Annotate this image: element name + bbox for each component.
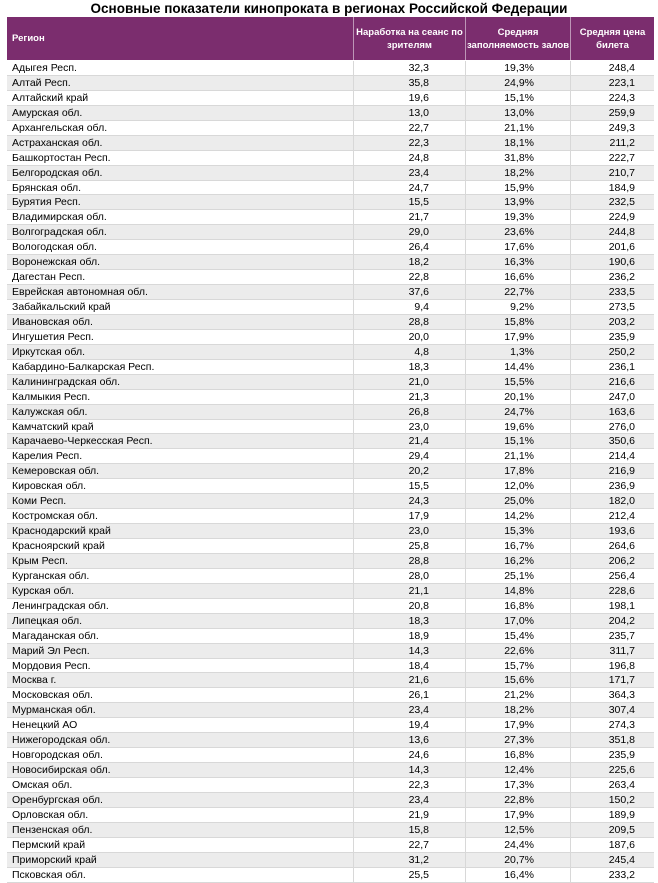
cell-average-ticket-price: 249,3 (570, 121, 654, 135)
table-row (7, 390, 654, 405)
cell-average-ticket-price: 216,9 (570, 464, 654, 478)
cell-viewers-per-session: 18,4 (353, 659, 465, 673)
cell-region: Башкортостан Респ. (12, 151, 111, 164)
cell-average-ticket-price: 171,7 (570, 673, 654, 687)
cell-viewers-per-session: 26,8 (353, 405, 465, 419)
cell-average-occupancy: 19,3% (465, 61, 570, 75)
cell-viewers-per-session: 19,4 (353, 718, 465, 732)
cell-average-ticket-price: 244,8 (570, 225, 654, 239)
cell-region: Московская обл. (12, 689, 93, 702)
cell-viewers-per-session: 37,6 (353, 285, 465, 299)
cell-average-occupancy: 12,5% (465, 823, 570, 837)
cell-average-ticket-price: 235,9 (570, 330, 654, 344)
table-row (7, 136, 654, 151)
cell-viewers-per-session: 29,0 (353, 225, 465, 239)
cell-viewers-per-session: 13,6 (353, 733, 465, 747)
cell-average-occupancy: 20,7% (465, 853, 570, 867)
cell-viewers-per-session: 22,3 (353, 778, 465, 792)
table-row (7, 449, 654, 464)
table-row (7, 225, 654, 240)
cell-viewers-per-session: 23,0 (353, 524, 465, 538)
cell-average-occupancy: 19,3% (465, 210, 570, 224)
table-row (7, 330, 654, 345)
cell-region: Магаданская обл. (12, 629, 99, 642)
cell-viewers-per-session: 26,4 (353, 240, 465, 254)
cell-viewers-per-session: 35,8 (353, 76, 465, 90)
table-row (7, 315, 654, 330)
cell-region: Архангельская обл. (12, 121, 108, 134)
cell-region: Москва г. (12, 674, 57, 687)
table-row (7, 853, 654, 868)
cell-viewers-per-session: 21,9 (353, 808, 465, 822)
cell-region: Красноярский край (12, 540, 105, 552)
cell-viewers-per-session: 21,7 (353, 210, 465, 224)
table-row (7, 375, 654, 390)
table-row (7, 151, 654, 166)
cell-region: Омская обл. (12, 779, 73, 791)
cell-average-ticket-price: 193,6 (570, 524, 654, 538)
cell-viewers-per-session: 20,0 (353, 330, 465, 344)
cell-viewers-per-session: 24,3 (353, 494, 465, 508)
cell-average-ticket-price: 201,6 (570, 240, 654, 254)
cell-average-occupancy: 17,0% (465, 614, 570, 628)
cell-region: Карачаево-Черкесская Респ. (12, 435, 153, 448)
cell-region: Нижегородская обл. (12, 734, 111, 747)
cell-average-ticket-price: 250,2 (570, 345, 654, 359)
header-region: Регион (12, 33, 45, 44)
table-row (7, 793, 654, 808)
cell-region: Алтайский край (12, 91, 89, 104)
cell-average-ticket-price: 236,9 (570, 479, 654, 493)
table-row (7, 808, 654, 823)
cell-viewers-per-session: 18,9 (353, 629, 465, 643)
cell-average-ticket-price: 224,9 (570, 210, 654, 224)
cell-average-occupancy: 16,8% (465, 748, 570, 762)
cell-average-ticket-price: 223,1 (570, 76, 654, 90)
cell-viewers-per-session: 23,4 (353, 793, 465, 807)
cell-average-occupancy: 31,8% (465, 151, 570, 165)
table-row (7, 614, 654, 629)
cell-average-ticket-price: 307,4 (570, 703, 654, 717)
cell-average-ticket-price: 248,4 (570, 61, 654, 75)
cell-region: Бурятия Респ. (12, 196, 81, 209)
table-row (7, 778, 654, 793)
cell-average-ticket-price: 233,5 (570, 285, 654, 299)
table-row (7, 659, 654, 674)
cell-region: Коми Респ. (12, 495, 67, 508)
cell-viewers-per-session: 28,0 (353, 569, 465, 583)
cell-average-occupancy: 22,6% (465, 644, 570, 658)
cell-region: Кировская обл. (12, 480, 87, 493)
table-row (7, 91, 654, 106)
cell-average-ticket-price: 247,0 (570, 390, 654, 404)
table-row (7, 464, 654, 479)
cell-viewers-per-session: 15,5 (353, 195, 465, 209)
cell-average-ticket-price: 225,6 (570, 763, 654, 777)
cell-average-occupancy: 12,0% (465, 479, 570, 493)
cell-region: Пензенская обл. (12, 823, 93, 836)
table-header (7, 17, 654, 60)
cell-average-ticket-price: 182,0 (570, 494, 654, 508)
cell-region: Калининградская обл. (12, 375, 120, 388)
cell-viewers-per-session: 22,7 (353, 838, 465, 852)
cell-region: Вологодская обл. (12, 241, 97, 254)
cell-average-occupancy: 16,4% (465, 868, 570, 882)
cell-viewers-per-session: 28,8 (353, 554, 465, 568)
cell-viewers-per-session: 9,4 (353, 300, 465, 314)
cell-average-ticket-price: 204,2 (570, 614, 654, 628)
cell-average-occupancy: 14,4% (465, 360, 570, 374)
table-row (7, 703, 654, 718)
table-body (7, 61, 654, 883)
table-row (7, 61, 654, 76)
cell-viewers-per-session: 23,4 (353, 703, 465, 717)
cell-region: Кабардино-Балкарская Респ. (12, 360, 155, 373)
header-average-ticket-price: Средняя цена билета (570, 17, 654, 60)
cell-viewers-per-session: 32,3 (353, 61, 465, 75)
cell-region: Иркутская обл. (12, 345, 85, 358)
cell-region: Марий Эл Респ. (12, 644, 90, 657)
cell-viewers-per-session: 28,8 (353, 315, 465, 329)
table-row (7, 838, 654, 853)
cell-region: Амурская обл. (12, 106, 83, 119)
cell-viewers-per-session: 22,3 (353, 136, 465, 150)
cell-viewers-per-session: 21,4 (353, 434, 465, 448)
cell-region: Астраханская обл. (12, 136, 103, 149)
table-row (7, 255, 654, 270)
cell-average-ticket-price: 203,2 (570, 315, 654, 329)
cell-average-occupancy: 15,7% (465, 659, 570, 673)
cell-average-occupancy: 22,8% (465, 793, 570, 807)
cell-average-occupancy: 15,9% (465, 181, 570, 195)
cell-region: Курганская обл. (12, 569, 90, 582)
header-viewers-per-session: Наработка на сеанс по зрителям (353, 17, 465, 60)
cell-average-occupancy: 25,0% (465, 494, 570, 508)
table-row (7, 718, 654, 733)
cell-average-ticket-price: 198,1 (570, 599, 654, 613)
cell-average-occupancy: 15,1% (465, 91, 570, 105)
table-row (7, 195, 654, 210)
table-row (7, 76, 654, 91)
cell-region: Ингушетия Респ. (12, 330, 94, 343)
cell-viewers-per-session: 25,8 (353, 539, 465, 553)
table-row (7, 688, 654, 703)
cell-viewers-per-session: 20,2 (353, 464, 465, 478)
cell-region: Владимирская обл. (12, 211, 107, 224)
cell-region: Алтай Респ. (12, 76, 71, 89)
cell-average-ticket-price: 216,6 (570, 375, 654, 389)
cell-average-occupancy: 16,3% (465, 255, 570, 269)
cell-average-ticket-price: 232,5 (570, 195, 654, 209)
cell-region: Липецкая обл. (12, 614, 82, 627)
cell-average-ticket-price: 263,4 (570, 778, 654, 792)
cell-average-occupancy: 17,6% (465, 240, 570, 254)
cell-region: Пермский край (12, 838, 86, 851)
cell-region: Новосибирская обл. (12, 764, 111, 777)
cell-average-occupancy: 17,8% (465, 464, 570, 478)
table-row (7, 270, 654, 285)
table-row (7, 210, 654, 225)
cell-region: Адыгея Респ. (12, 62, 77, 74)
cell-average-occupancy: 19,6% (465, 420, 570, 434)
cell-average-ticket-price: 233,2 (570, 868, 654, 882)
cell-region: Мурманская обл. (12, 704, 96, 717)
cell-region: Еврейская автономная обл. (12, 286, 148, 299)
cell-average-occupancy: 16,2% (465, 554, 570, 568)
cell-viewers-per-session: 18,2 (353, 255, 465, 269)
cell-region: Мордовия Респ. (12, 659, 91, 672)
cell-average-ticket-price: 212,4 (570, 509, 654, 523)
cell-average-occupancy: 18,2% (465, 166, 570, 180)
cell-viewers-per-session: 31,2 (353, 853, 465, 867)
table-row (7, 405, 654, 420)
cell-average-occupancy: 1,3% (465, 345, 570, 359)
table-row (7, 360, 654, 375)
table-row (7, 599, 654, 614)
cell-viewers-per-session: 21,3 (353, 390, 465, 404)
cell-region: Ленинградская обл. (12, 599, 109, 612)
cell-average-ticket-price: 350,6 (570, 434, 654, 448)
cell-region: Оренбургская обл. (12, 793, 103, 806)
table-row (7, 733, 654, 748)
cell-region: Ненецкий АО (12, 719, 78, 732)
table-row (7, 673, 654, 688)
cell-region: Костромская обл. (12, 510, 98, 523)
cell-region: Новгородская обл. (12, 749, 103, 762)
cell-region: Дагестан Респ. (12, 271, 86, 284)
table-row (7, 106, 654, 121)
table-row (7, 434, 654, 449)
cell-average-ticket-price: 274,3 (570, 718, 654, 732)
cell-average-ticket-price: 236,1 (570, 360, 654, 374)
page-title: Основные показатели кинопроката в регионах Российской Федерации (90, 1, 568, 16)
cell-average-occupancy: 21,1% (465, 449, 570, 463)
cell-average-ticket-price: 276,0 (570, 420, 654, 434)
cell-average-ticket-price: 235,7 (570, 629, 654, 643)
table-row (7, 285, 654, 300)
cell-viewers-per-session: 24,7 (353, 181, 465, 195)
cell-average-occupancy: 15,3% (465, 524, 570, 538)
cell-average-occupancy: 12,4% (465, 763, 570, 777)
cell-viewers-per-session: 15,8 (353, 823, 465, 837)
cell-region: Приморский край (12, 853, 97, 866)
cell-average-occupancy: 18,2% (465, 703, 570, 717)
cell-average-ticket-price: 236,2 (570, 270, 654, 284)
cell-average-ticket-price: 245,4 (570, 853, 654, 867)
cell-average-occupancy: 15,6% (465, 673, 570, 687)
cell-average-ticket-price: 211,2 (570, 136, 654, 150)
cell-viewers-per-session: 18,3 (353, 614, 465, 628)
cell-region: Карелия Респ. (12, 450, 83, 463)
cell-average-occupancy: 15,5% (465, 375, 570, 389)
table-row (7, 181, 654, 196)
cell-average-ticket-price: 259,9 (570, 106, 654, 120)
cell-viewers-per-session: 29,4 (353, 449, 465, 463)
table-row (7, 554, 654, 569)
cell-average-ticket-price: 196,8 (570, 659, 654, 673)
cell-region: Камчатский край (12, 420, 94, 433)
cell-viewers-per-session: 24,6 (353, 748, 465, 762)
table-row (7, 629, 654, 644)
cell-average-occupancy: 20,1% (465, 390, 570, 404)
cell-average-occupancy: 16,8% (465, 599, 570, 613)
cell-average-occupancy: 24,4% (465, 838, 570, 852)
table-row (7, 300, 654, 315)
cell-average-occupancy: 16,6% (465, 270, 570, 284)
cell-region: Калужская обл. (12, 405, 88, 418)
cell-viewers-per-session: 14,3 (353, 763, 465, 777)
cell-average-ticket-price: 187,6 (570, 838, 654, 852)
cell-average-ticket-price: 264,6 (570, 539, 654, 553)
cell-average-ticket-price: 214,4 (570, 449, 654, 463)
cell-average-occupancy: 16,7% (465, 539, 570, 553)
cell-average-occupancy: 17,3% (465, 778, 570, 792)
cell-region: Калмыкия Респ. (12, 390, 91, 403)
cell-viewers-per-session: 17,9 (353, 509, 465, 523)
cell-viewers-per-session: 13,0 (353, 106, 465, 120)
table-row (7, 584, 654, 599)
cell-viewers-per-session: 26,1 (353, 688, 465, 702)
cell-average-ticket-price: 210,7 (570, 166, 654, 180)
table-row (7, 479, 654, 494)
cell-viewers-per-session: 4,8 (353, 345, 465, 359)
cell-average-occupancy: 23,6% (465, 225, 570, 239)
cell-average-occupancy: 15,4% (465, 629, 570, 643)
cell-average-ticket-price: 351,8 (570, 733, 654, 747)
cell-viewers-per-session: 14,3 (353, 644, 465, 658)
table-row (7, 121, 654, 136)
cell-region: Краснодарский край (12, 525, 111, 538)
cell-average-ticket-price: 209,5 (570, 823, 654, 837)
cell-viewers-per-session: 20,8 (353, 599, 465, 613)
header-average-occupancy: Средняя заполняемость залов (465, 17, 570, 60)
cell-region: Кемеровская обл. (12, 465, 100, 478)
table-row (7, 748, 654, 763)
cell-viewers-per-session: 24,8 (353, 151, 465, 165)
table-row (7, 823, 654, 838)
table-row (7, 494, 654, 509)
cell-average-ticket-price: 206,2 (570, 554, 654, 568)
cell-region: Крым Респ. (12, 554, 68, 567)
cell-average-occupancy: 21,1% (465, 121, 570, 135)
cell-region: Белгородская обл. (12, 166, 103, 179)
cell-region: Курская обл. (12, 584, 75, 597)
cell-viewers-per-session: 21,6 (353, 673, 465, 687)
cell-average-occupancy: 25,1% (465, 569, 570, 583)
cell-average-occupancy: 18,1% (465, 136, 570, 150)
table-row (7, 420, 654, 435)
cell-region: Забайкальский край (12, 301, 111, 313)
cell-region: Воронежская обл. (12, 256, 101, 269)
cell-average-ticket-price: 273,5 (570, 300, 654, 314)
cell-average-occupancy: 21,2% (465, 688, 570, 702)
cell-viewers-per-session: 18,3 (353, 360, 465, 374)
cell-viewers-per-session: 22,8 (353, 270, 465, 284)
cell-average-occupancy: 24,7% (465, 405, 570, 419)
cell-viewers-per-session: 21,1 (353, 584, 465, 598)
cell-viewers-per-session: 15,5 (353, 479, 465, 493)
cell-region: Волгоградская обл. (12, 226, 107, 239)
cell-average-occupancy: 22,7% (465, 285, 570, 299)
cell-average-ticket-price: 150,2 (570, 793, 654, 807)
cell-viewers-per-session: 19,6 (353, 91, 465, 105)
cell-average-occupancy: 27,3% (465, 733, 570, 747)
cell-average-ticket-price: 222,7 (570, 151, 654, 165)
cell-average-ticket-price: 235,9 (570, 748, 654, 762)
cell-average-occupancy: 14,8% (465, 584, 570, 598)
cell-average-ticket-price: 190,6 (570, 255, 654, 269)
table-row (7, 644, 654, 659)
cell-average-occupancy: 15,1% (465, 434, 570, 448)
table-row (7, 345, 654, 360)
cell-region: Орловская обл. (12, 808, 89, 821)
cell-average-ticket-price: 364,3 (570, 688, 654, 702)
cell-average-occupancy: 13,0% (465, 106, 570, 120)
table-row (7, 868, 654, 883)
cell-average-ticket-price: 184,9 (570, 181, 654, 195)
cell-viewers-per-session: 23,4 (353, 166, 465, 180)
cell-viewers-per-session: 23,0 (353, 420, 465, 434)
cell-average-ticket-price: 163,6 (570, 405, 654, 419)
table-row (7, 240, 654, 255)
cell-viewers-per-session: 21,0 (353, 375, 465, 389)
cell-average-occupancy: 17,9% (465, 718, 570, 732)
cell-average-ticket-price: 189,9 (570, 808, 654, 822)
cell-viewers-per-session: 25,5 (353, 868, 465, 882)
table-row (7, 166, 654, 181)
table-row (7, 539, 654, 554)
table-row (7, 569, 654, 584)
cell-average-ticket-price: 311,7 (570, 644, 654, 658)
table-row (7, 524, 654, 539)
cell-average-occupancy: 15,8% (465, 315, 570, 329)
cell-average-ticket-price: 228,6 (570, 584, 654, 598)
cell-average-occupancy: 14,2% (465, 509, 570, 523)
cell-average-occupancy: 17,9% (465, 808, 570, 822)
cell-average-occupancy: 17,9% (465, 330, 570, 344)
cell-average-occupancy: 24,9% (465, 76, 570, 90)
cell-region: Брянская обл. (12, 181, 82, 194)
cell-average-occupancy: 9,2% (465, 300, 570, 314)
table-row (7, 509, 654, 524)
cell-region: Псковская обл. (12, 868, 86, 881)
cell-average-ticket-price: 256,4 (570, 569, 654, 583)
cell-region: Ивановская обл. (12, 315, 93, 328)
cell-viewers-per-session: 22,7 (353, 121, 465, 135)
cell-average-ticket-price: 224,3 (570, 91, 654, 105)
cell-average-occupancy: 13,9% (465, 195, 570, 209)
table-row (7, 763, 654, 778)
